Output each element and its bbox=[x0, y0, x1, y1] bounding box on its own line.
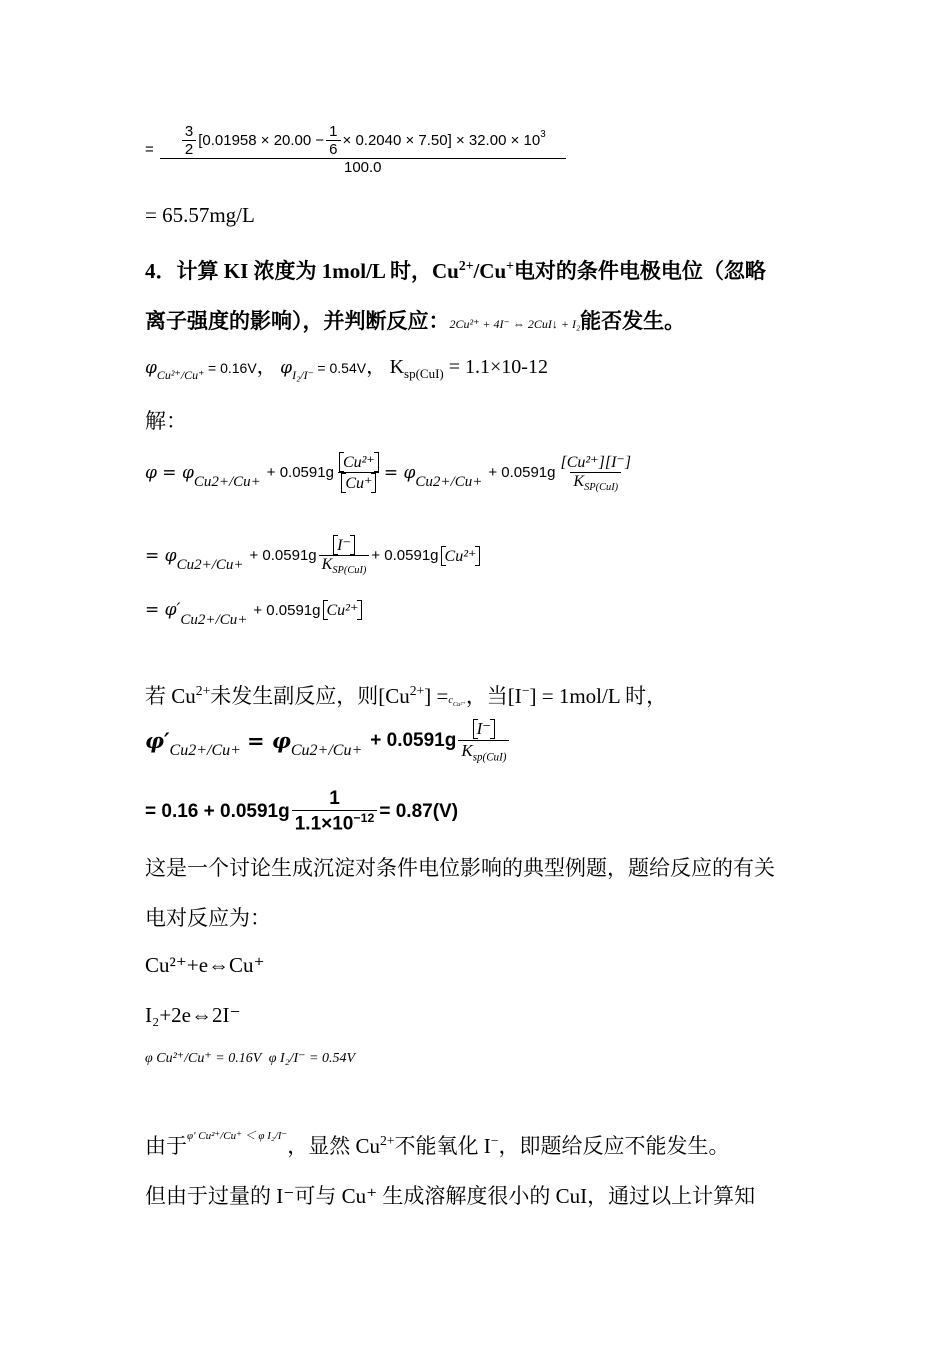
equation-3: = φ Cu2+/Cu+ + 0.0591g $\frac{I^-}{K_{SP(CuI)}}$ + 0.0591g Cu²⁺ bbox=[145, 535, 480, 576]
inequality: φ′ Cu²⁺/Cu⁺ ＜ φ I₂/I⁻ bbox=[187, 1130, 288, 1142]
equation-5: φ′ Cu2+/Cu+ = φ Cu2+/Cu+ + 0.0591g $\frac{I^-}{K_{sp(CuI)}}$ bbox=[145, 718, 511, 763]
equation-1 bbox=[145, 123, 568, 176]
solution-label: 解： bbox=[145, 409, 187, 433]
paragraph-1-line-1: 这是一个讨论生成沉淀对条件电位影响的典型例题，题给反应的有关 bbox=[145, 856, 775, 880]
result-1: = 65.57mg/L bbox=[145, 203, 255, 227]
fraction-i-ksp: $\frac{I^-}{K_{SP(CuI)}}$ bbox=[319, 535, 370, 576]
condition-line: 若 $Cu^{2+}$未发生副反应，则$[Cu^{2+}] =c_{Cu^{2+}}$，当[I−] = 1mol/L 时， bbox=[145, 683, 668, 708]
question-4-line-1: 4．计算 KI 浓度为 1mol/L 时，$Cu^{2+}/Cu^+$电对的条件电极电位（忽略 bbox=[145, 258, 766, 283]
equation-6: = 0.16 + 0.0591g $\frac{1}{1.1\times 10^{-12}}$ = 0.87(V) bbox=[145, 788, 459, 835]
given-values-2: φ Cu²⁺/Cu⁺ = 0.16V φ I₂/I⁻ = 0.54V bbox=[145, 1051, 356, 1066]
reaction-equation: 2Cu²⁺ + 4I⁻ ⇔ 2CuI↓ + I₂ bbox=[449, 317, 581, 331]
question-4-line-2: 离子强度的影响），并判断反应：2Cu²⁺ + 4I⁻ ⇔ 2CuI↓ + I₂能否发生。 bbox=[145, 309, 686, 333]
given-values: φCu²⁺/Cu⁺ = 0.16V， φI₂/I⁻ = 0.54V， $K_{sp(CuI)} = 1.1\times 10-12$ bbox=[145, 356, 548, 382]
equation-4: = φ′ Cu2+/Cu+ + 0.0591g Cu²⁺ bbox=[145, 600, 362, 620]
fraction-i-ksp-2: $\frac{I^-}{K_{sp(CuI)}}$ bbox=[458, 718, 509, 763]
paragraph-3: 但由于过量的 I⁻可与 Cu⁺ 生成溶解度很小的 CuI，通过以上计算知 bbox=[145, 1184, 756, 1208]
fraction-main: $\frac{3}{2}$ [0.01958 × 20.00 − $\frac{1}{6}$ × 0.2040 × 7.50] × 32.00 × 10 $^3$ 100.0 bbox=[160, 123, 566, 176]
fraction-1-ksp: $\frac{1}{1.1\times 10^{-12}}$ bbox=[292, 788, 378, 835]
reaction-2: I₂+2e⇔2I⁻ bbox=[145, 1003, 241, 1027]
equation-2: φ = φ Cu2+/Cu+ + 0.0591g $\frac{\text{Cu²⁺}}{Cu^+}$ = φ Cu2+/Cu+ + 0.0591g $\frac{\text{[Cu²⁺][I⁻]}}{K_{SP(CuI)}}$ bbox=[145, 452, 636, 493]
reaction-1: Cu²⁺+e⇔Cu⁺ bbox=[145, 953, 265, 977]
phi-symbol: φ bbox=[145, 358, 157, 378]
fraction-cu2-i-ksp: $\frac{\text{[Cu²⁺][I⁻]}}{K_{SP(CuI)}}$ bbox=[560, 454, 632, 494]
paragraph-2: 由于$^{\varphi' Cu^{2+}/Cu^+ < \varphi I_2/I^-}$，显然 $Cu^{2+}$不能氧化 I−，即题给反应不能发生。 bbox=[145, 1130, 730, 1158]
fraction-3-2: $\frac{3}{2}$ bbox=[182, 123, 196, 158]
fraction-cu2-cu: $\frac{\text{Cu²⁺}}{Cu^+}$ bbox=[336, 452, 382, 493]
eq-sign: = bbox=[145, 141, 154, 158]
paragraph-1-line-2: 电对反应为： bbox=[145, 906, 271, 930]
fraction-1-6: $\frac{1}{6}$ bbox=[326, 123, 340, 158]
